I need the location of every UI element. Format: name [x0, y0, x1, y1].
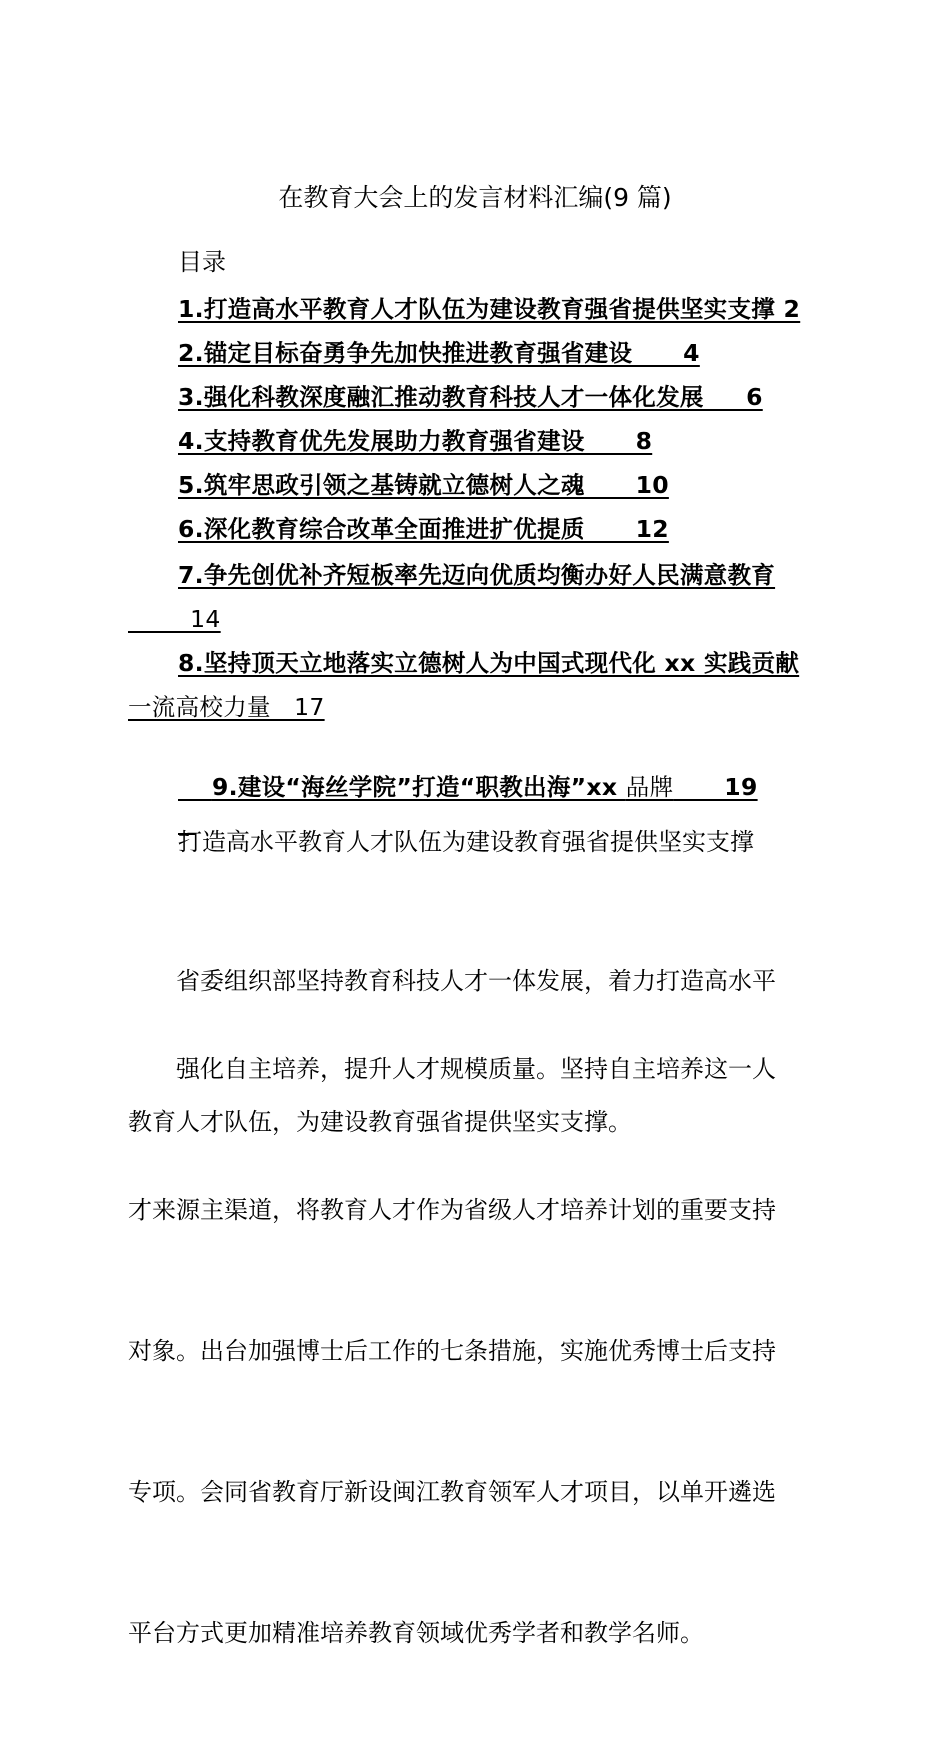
toc-entry-4[interactable]: 4.支持教育优先发展助力教育强省建设 8 — [178, 427, 653, 455]
paragraph-2-line-5: 平台方式更加精准培养教育领域优秀学者和教学名师。 — [128, 1619, 704, 1647]
paragraph-2-line-1: 强化自主培养，提升人才规模质量。坚持自主培养这一人 — [128, 1055, 776, 1083]
toc-entry-9[interactable] — [178, 736, 758, 838]
document-title: 在教育大会上的发言材料汇编(9 篇) — [278, 183, 672, 212]
toc-entry-2[interactable]: 2.锚定目标奋勇争先加快推进教育强省建设 4 — [178, 339, 700, 367]
toc-entry-8-line-1[interactable]: 8.坚持顶天立地落实立德树人为中国式现代化 xx 实践贡献 — [178, 649, 800, 677]
toc-entry-8-line-2[interactable]: 一流高校力量 17 — [128, 693, 325, 721]
section-heading: 打造高水平教育人才队伍为建设教育强省提供坚实支撑 — [178, 828, 754, 856]
paragraph-1-line-2: 教育人才队伍，为建设教育强省提供坚实支撑。 — [128, 1108, 632, 1136]
toc-entry-6[interactable]: 6.深化教育综合改革全面推进扩优提质 12 — [178, 515, 669, 543]
paragraph-2-line-4: 专项。会同省教育厅新设闽江教育领军人才项目，以单开遴选 — [128, 1478, 776, 1506]
toc-entry-9-part-3: 19 — [673, 773, 758, 801]
toc-heading: 目录 — [178, 248, 226, 276]
toc-entry-1[interactable]: 1.打造高水平教育人才队伍为建设教育强省提供坚实支撑 2 — [178, 295, 801, 323]
toc-entry-3[interactable]: 3.强化科教深度融汇推动教育科技人才一体化发展 6 — [178, 383, 763, 411]
paragraph-2-line-2: 才来源主渠道，将教育人才作为省级人才培养计划的重要支持 — [128, 1196, 776, 1224]
toc-entry-9-part-2: 品牌 — [625, 773, 674, 801]
toc-entry-7-line-1[interactable]: 7.争先创优补齐短板率先迈向优质均衡办好人民满意教育 — [178, 561, 776, 589]
toc-entry-7-line-2[interactable]: 14 — [128, 605, 221, 633]
toc-entry-9-part-1: 9.建设“海丝学院”打造“职教出海”xx — [211, 773, 626, 801]
paragraph-2-line-3: 对象。出台加强博士后工作的七条措施，实施优秀博士后支持 — [128, 1337, 776, 1365]
paragraph-1-line-1: 省委组织部坚持教育科技人才一体发展，着力打造高水平 — [128, 967, 776, 995]
paragraph-2 — [128, 952, 828, 1751]
toc-entry-5[interactable]: 5.筑牢思政引领之基铸就立德树人之魂 10 — [178, 471, 669, 499]
